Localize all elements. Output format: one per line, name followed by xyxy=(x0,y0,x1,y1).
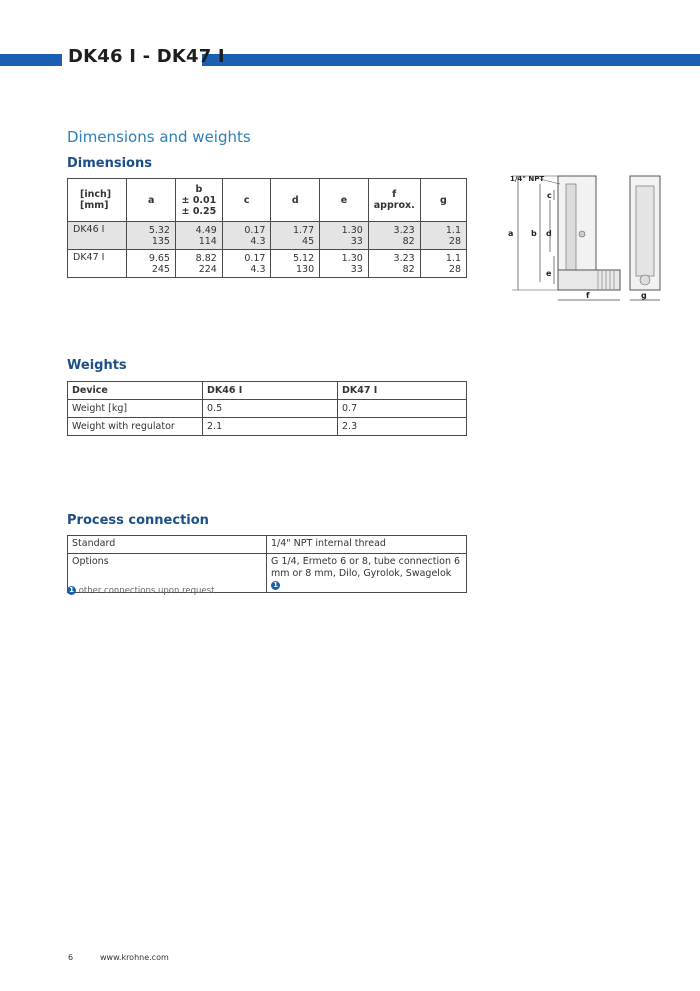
table-row xyxy=(68,250,467,278)
value-mm: 33 xyxy=(350,263,363,275)
table-row xyxy=(68,400,467,418)
col-a: a xyxy=(127,179,176,222)
dim-label-d: d xyxy=(546,229,552,238)
row-value: 0.7 xyxy=(338,400,467,418)
cell-e xyxy=(320,250,369,278)
process-title: Process connection xyxy=(67,513,209,528)
device-col1: DK46 I xyxy=(203,382,338,400)
col-g: g xyxy=(420,179,466,222)
value-mm: 82 xyxy=(402,235,415,247)
section-title: Dimensions and weights xyxy=(67,128,251,146)
row-value: 1/4" NPT internal thread xyxy=(267,536,467,554)
page-number: 6 xyxy=(68,953,74,962)
value-mm: 130 xyxy=(296,263,315,275)
value-inch: 8.82 xyxy=(195,252,217,264)
value-inch: 5.12 xyxy=(292,252,315,264)
cell-g xyxy=(420,250,466,278)
row-value: 0.5 xyxy=(203,400,338,418)
col-f xyxy=(368,179,420,222)
cell-d xyxy=(271,250,320,278)
row-label: Weight with regulator xyxy=(68,418,203,436)
weights-table xyxy=(67,381,467,436)
value-mm: 135 xyxy=(151,235,170,247)
col-b-tol-inch: ± 0.01 xyxy=(181,194,217,206)
col-e: e xyxy=(320,179,369,222)
table-row xyxy=(68,536,467,554)
options-text: G 1/4, Ermeto 6 or 8, tube connection 6 mm or 8 mm, Dilo, Gyrolok, Swagelok xyxy=(271,556,461,579)
col-b-label: b xyxy=(195,183,203,195)
row-value: 2.3 xyxy=(338,418,467,436)
dimensions-table xyxy=(67,178,467,278)
value-inch: 3.23 xyxy=(393,252,415,264)
cell-c xyxy=(222,222,271,250)
value-mm: 28 xyxy=(448,235,461,247)
cell-d xyxy=(271,222,320,250)
value-inch: 5.32 xyxy=(148,224,170,236)
dim-label-b: b xyxy=(531,229,537,238)
regulator-knob xyxy=(579,231,585,237)
header-bar-right xyxy=(202,54,700,66)
dimension-drawing xyxy=(498,170,664,310)
unit-mm: [mm] xyxy=(80,200,109,211)
row-label: Standard xyxy=(68,536,267,554)
page-title: DK46 I - DK47 I xyxy=(68,46,225,67)
dim-label-a: a xyxy=(508,229,514,238)
process-table xyxy=(67,535,467,593)
unit-inch: [inch] xyxy=(80,189,112,200)
value-mm: 4.3 xyxy=(250,235,266,247)
value-mm: 28 xyxy=(448,263,461,275)
header-bar-left xyxy=(0,54,62,66)
col-f-label: f xyxy=(392,189,397,200)
value-inch: 1.30 xyxy=(341,224,363,236)
value-inch: 3.23 xyxy=(393,224,415,236)
value-mm: 4.3 xyxy=(250,263,266,275)
footnote xyxy=(67,586,214,596)
row-value: 2.1 xyxy=(203,418,338,436)
device-header: Device xyxy=(68,382,203,400)
value-inch: 1.1 xyxy=(445,252,461,264)
value-inch: 4.49 xyxy=(195,224,217,236)
cell-a xyxy=(127,222,176,250)
table-row xyxy=(68,418,467,436)
cell-c xyxy=(222,250,271,278)
value-inch: 0.17 xyxy=(244,252,266,264)
bottom-fitting xyxy=(558,270,620,290)
device-col2: DK47 I xyxy=(338,382,467,400)
dim-label-c: c xyxy=(547,191,552,200)
dim-label-f: f xyxy=(586,291,590,300)
col-b xyxy=(175,179,222,222)
row-label: Weight [kg] xyxy=(68,400,203,418)
cell-a xyxy=(127,250,176,278)
col-b-tol-mm: ± 0.25 xyxy=(181,205,217,217)
value-inch: 0.17 xyxy=(244,224,266,236)
npt-label: 1/4" NPT xyxy=(510,175,545,183)
dimensions-title: Dimensions xyxy=(67,156,152,171)
cell-b xyxy=(175,222,222,250)
unit-header xyxy=(68,179,127,222)
row-value xyxy=(267,554,467,593)
info-note-icon: 1 xyxy=(67,586,76,595)
row-label: Options xyxy=(68,554,267,593)
cell-f xyxy=(368,250,420,278)
info-note-icon: 1 xyxy=(271,581,280,590)
tube-window xyxy=(566,184,576,270)
footer-link[interactable]: www.krohne.com xyxy=(100,953,169,962)
weights-title: Weights xyxy=(67,358,127,373)
table-row xyxy=(68,222,467,250)
table-header-row xyxy=(68,179,467,222)
col-c: c xyxy=(222,179,271,222)
dim-label-g: g xyxy=(641,291,647,300)
cell-e xyxy=(320,222,369,250)
value-mm: 82 xyxy=(402,263,415,275)
cell-g xyxy=(420,222,466,250)
cell-f xyxy=(368,222,420,250)
value-inch: 1.1 xyxy=(445,224,461,236)
footnote-text: other connections upon request xyxy=(78,586,215,596)
flowmeter-body xyxy=(558,176,596,278)
value-inch: 1.77 xyxy=(292,224,315,236)
value-inch: 9.65 xyxy=(148,252,170,264)
value-mm: 33 xyxy=(350,235,363,247)
table-header-row xyxy=(68,382,467,400)
value-mm: 245 xyxy=(151,263,170,275)
value-inch: 1.30 xyxy=(341,252,363,264)
model-cell: DK46 I xyxy=(68,222,127,250)
dim-label-e: e xyxy=(546,269,552,278)
value-mm: 45 xyxy=(302,235,315,247)
col-f-note: approx. xyxy=(373,200,415,211)
value-mm: 224 xyxy=(198,263,217,275)
col-d: d xyxy=(271,179,320,222)
cell-b xyxy=(175,250,222,278)
value-mm: 114 xyxy=(198,235,217,247)
model-cell: DK47 I xyxy=(68,250,127,278)
